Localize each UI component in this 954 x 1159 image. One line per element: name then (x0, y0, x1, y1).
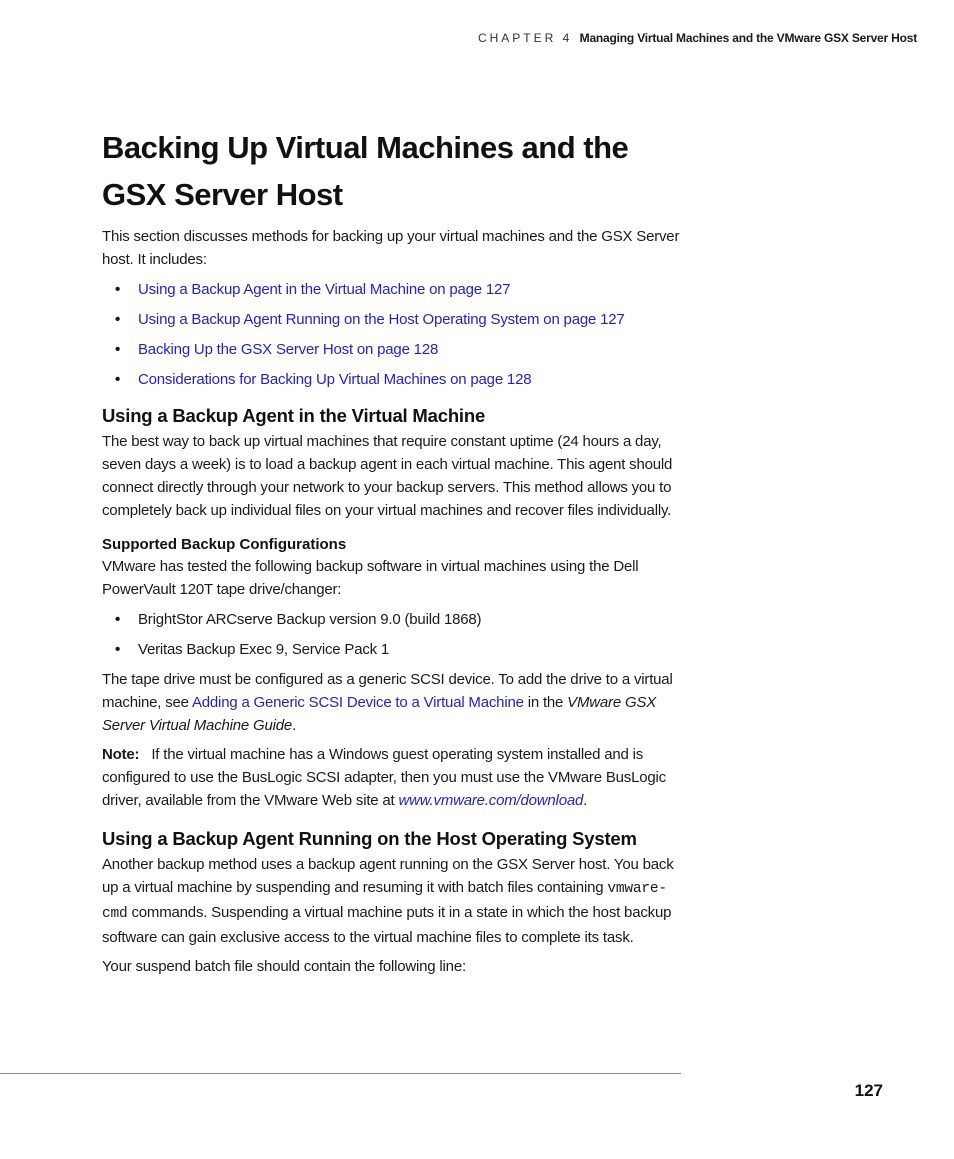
page-number: 127 (854, 1081, 883, 1100)
toc-list (102, 278, 680, 391)
bullet-icon: • (115, 611, 121, 628)
section-text: commands. Suspending a virtual machine puts it in a state in which the host backup software can gain exclusive access to the virtual machine files to complete its task. (102, 904, 672, 946)
toc-link-1[interactable]: Using a Backup Agent in the Virtual Machine on page 127 (138, 281, 511, 298)
bullet-icon: • (115, 311, 121, 328)
chapter-title: Managing Virtual Machines and the VMware GSX Server Host (579, 31, 917, 45)
toc-item[interactable] (102, 368, 680, 391)
scsi-device-link[interactable]: Adding a Generic SCSI Device to a Virtual Machine (191, 694, 524, 711)
footer-divider (0, 1073, 681, 1074)
note-text: . (583, 792, 588, 809)
page-title (102, 124, 680, 218)
command-code: vmware-cmd (102, 881, 667, 922)
section-paragraph: The best way to back up virtual machines that require constant uptime (24 hours a day, seven days a week) is to load a backup agent in each virtual machine. This agent should connect directly through your network to your backup servers. This method allows you to completely back up individual files on your virtual machines and recover files individually. (102, 433, 673, 519)
section-text: Another backup method uses a backup agent running on the GSX Server host. You back up a virtual machine by suspending and resuming it with batch files containing (102, 856, 674, 896)
list-item (102, 608, 680, 631)
toc-link-2[interactable]: Using a Backup Agent Running on the Host Operating System on page 127 (138, 311, 625, 328)
tape-text: The tape drive must be configured as a generic SCSI device. To add the drive to a virtual machine, see (102, 671, 673, 711)
toc-item[interactable] (102, 278, 680, 301)
page-title-line1: Backing Up Virtual Machines and the (102, 130, 629, 165)
toc-link-4[interactable]: Considerations for Backing Up Virtual Machines on page 128 (138, 371, 532, 388)
software-item: BrightStor ARCserve Backup version 9.0 (build 1868) (138, 611, 482, 628)
tape-text: . (292, 717, 297, 734)
note-paragraph (102, 743, 680, 812)
page-title-line2: GSX Server Host (102, 177, 343, 212)
software-list (102, 608, 680, 661)
section-heading: Using a Backup Agent in the Virtual Machine (102, 405, 486, 426)
note-text: If the virtual machine has a Windows guest operating system installed and is configured to use the BusLogic SCSI adapter, then you must use the VMware BusLogic driver, available from the VMware Web site at (102, 746, 666, 809)
section-paragraph (102, 853, 680, 949)
toc-link-3[interactable]: Backing Up the GSX Server Host on page 128 (138, 341, 439, 358)
guide-title: VMware GSX Server Virtual Machine Guide (102, 694, 657, 734)
toc-item[interactable] (102, 338, 680, 361)
bullet-icon: • (115, 641, 121, 658)
suspend-paragraph: Your suspend batch file should contain the following line: (102, 958, 466, 975)
section-heading: Using a Backup Agent Running on the Host Operating System (102, 828, 637, 849)
note-label: Note: (102, 746, 140, 763)
intro-paragraph: This section discusses methods for backing up your virtual machines and the GSX Server host. It includes: (102, 228, 680, 268)
bullet-icon: • (115, 341, 121, 358)
list-item (102, 638, 680, 661)
page-content (102, 124, 680, 978)
chapter-label: CHAPTER 4 (477, 31, 573, 45)
software-item: Veritas Backup Exec 9, Service Pack 1 (138, 641, 390, 658)
running-header (478, 31, 917, 45)
toc-item[interactable] (102, 308, 680, 331)
tape-paragraph (102, 668, 680, 737)
bullet-icon: • (115, 281, 121, 298)
subsection-heading: Supported Backup Configurations (102, 536, 347, 553)
bullet-icon: • (115, 371, 121, 388)
download-link[interactable]: www.vmware.com/download (398, 792, 584, 809)
tape-text: in the (523, 694, 568, 711)
supported-paragraph: VMware has tested the following backup software in virtual machines using the Dell PowerVault 120T tape drive/changer: (102, 558, 639, 598)
